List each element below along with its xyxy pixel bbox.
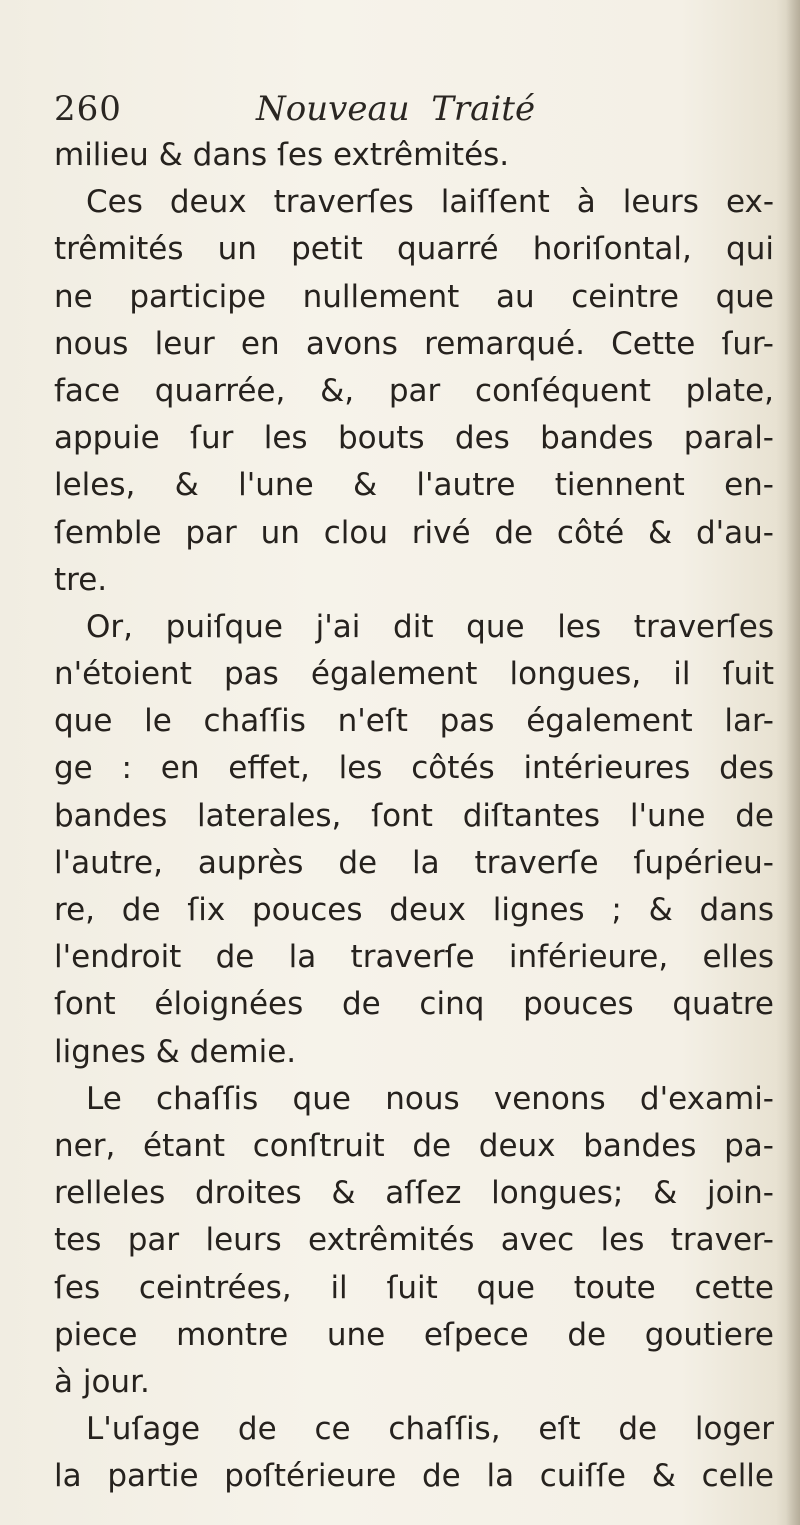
text-line: ge : en effet, les côtés intérieures des bbox=[54, 750, 774, 787]
text-line: que le chaſſis n'eſt pas également lar- bbox=[54, 703, 774, 740]
text-line: L'uſage de ce chaſſis, eſt de loger bbox=[86, 1411, 774, 1448]
running-title: Nouveau Traité bbox=[256, 89, 536, 129]
text-line: ſemble par un clou rivé de côté & d'au- bbox=[54, 514, 774, 551]
text-line: la partie poſtérieure de la cuiſſe & celle bbox=[54, 1458, 774, 1495]
page-number: 260 bbox=[54, 89, 122, 129]
text-line: nous leur en avons remarqué. Cette ſur- bbox=[54, 325, 774, 362]
text-line: Ces deux traverſes laiſſent à leurs ex- bbox=[86, 184, 774, 221]
text-line: face quarrée, &, par conſéquent plate, bbox=[54, 372, 774, 409]
body-text bbox=[54, 132, 774, 1500]
text-line: tre. bbox=[54, 561, 108, 598]
text-line: Or, puiſque j'ai dit que les traverſes bbox=[86, 608, 774, 645]
text-line: bandes laterales, ſont diſtantes l'une de bbox=[54, 797, 774, 834]
text-line: milieu & dans ſes extrêmités. bbox=[54, 137, 510, 173]
text-line: ner, étant conſtruit de deux bandes pa- bbox=[54, 1127, 774, 1164]
page-edge-shadow bbox=[786, 0, 800, 1525]
text-line: à jour. bbox=[54, 1363, 150, 1400]
text-line: relleles droites & aſſez longues; & join- bbox=[54, 1175, 774, 1212]
text-line: leles, & l'une & l'autre tiennent en- bbox=[54, 467, 774, 504]
text-line: lignes & demie. bbox=[54, 1033, 297, 1070]
text-line: n'étoient pas également longues, il ſuit bbox=[54, 656, 774, 693]
text-line: ſes ceintrées, il ſuit que toute cette bbox=[54, 1269, 774, 1306]
text-line: trêmités un petit quarré horiſontal, qui bbox=[54, 231, 774, 268]
text-line: re, de ſix pouces deux lignes ; & dans bbox=[54, 892, 774, 928]
text-line: Le chaſſis que nous venons d'exami- bbox=[86, 1080, 774, 1117]
text-line: appuie ſur les bouts des bandes paral- bbox=[54, 420, 774, 457]
text-line: l'endroit de la traverſe inférieure, elles bbox=[54, 939, 774, 976]
text-line: l'autre, auprès de la traverſe ſupérieu- bbox=[54, 844, 774, 881]
text-line: tes par leurs extrêmités avec les traver- bbox=[54, 1222, 774, 1259]
page-header bbox=[54, 84, 754, 134]
text-line: piece montre une eſpece de goutiere bbox=[54, 1316, 774, 1353]
text-line: ne participe nullement au ceintre que bbox=[54, 278, 774, 315]
text-line: ſont éloignées de cinq pouces quatre bbox=[54, 986, 774, 1023]
